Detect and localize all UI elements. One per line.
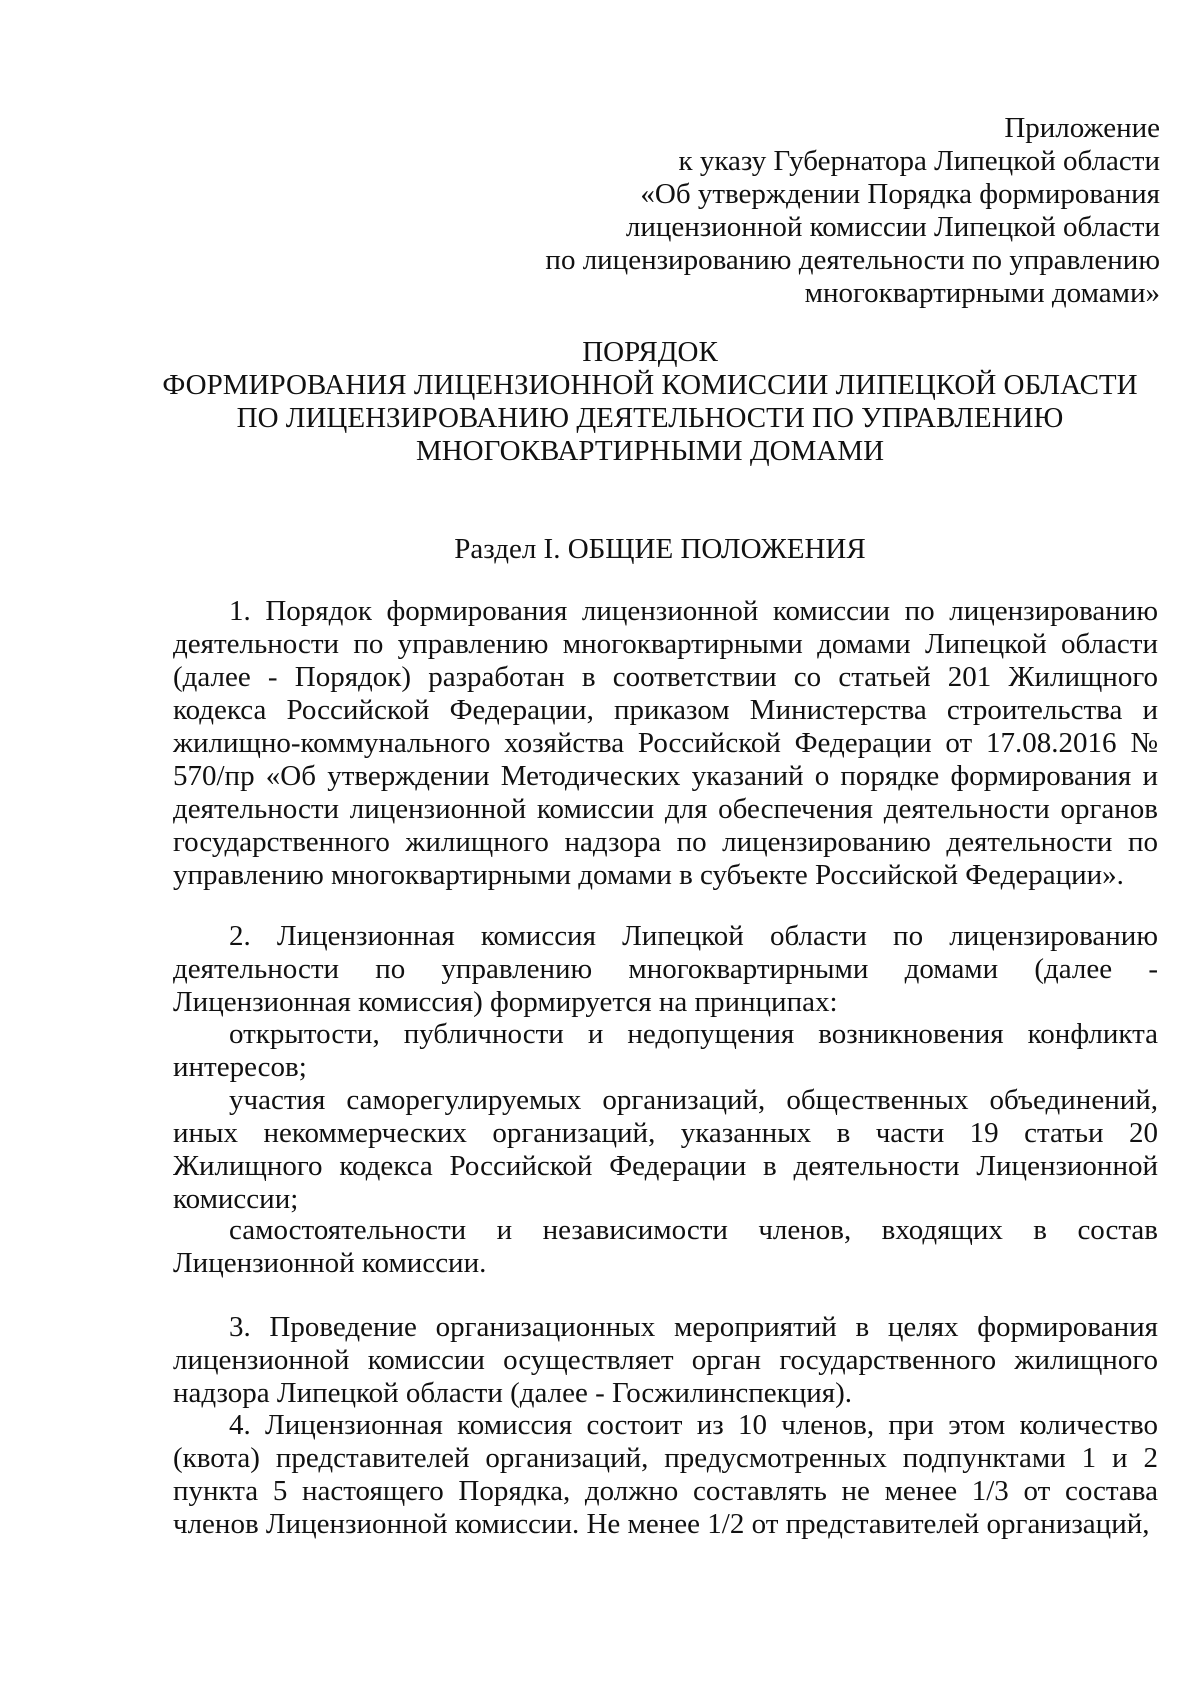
appendix-header [400,112,1160,310]
appendix-line: Приложение [1004,112,1160,144]
appendix-line: к указу Губернатора Липецкой области [678,145,1160,177]
title-line: ФОРМИРОВАНИЯ ЛИЦЕНЗИОННОЙ КОМИССИИ ЛИПЕЦКОЙ ОБЛАСТИ [162,369,1138,401]
appendix-line: по лицензированию деятельности по управлению [545,244,1160,276]
appendix-line: лицензионной комиссии Липецкой области [625,211,1160,243]
title-line: ПОРЯДОК [582,336,718,368]
title-line: МНОГОКВАРТИРНЫМИ ДОМАМИ [415,435,885,467]
principle-independence: самостоятельности и независимости членов, входящих в состав Лицензионной комиссии. [173,1214,1158,1279]
paragraph-2: 2. Лицензионная комиссия Липецкой области по лицензированию деятельности по управлению многоквартирными домами (далее - Лицензионная комиссия) формируется на принципах: [173,920,1158,1018]
paragraph-3: 3. Проведение организационных мероприятий в целях формирования лицензионной комиссии осуществляет орган государственного жилищного надзора Липецкой области (далее - Госжилинспекция). [173,1311,1158,1409]
principle-openness: открытости, публичности и недопущения возникновения конфликта интересов; [173,1018,1158,1083]
title-line: ПО ЛИЦЕНЗИРОВАНИЮ ДЕЯТЕЛЬНОСТИ ПО УПРАВЛЕНИЮ [236,402,1064,434]
paragraph-4: 4. Лицензионная комиссия состоит из 10 членов, при этом количество (квота) представителей организаций, предусмотренных подпунктами 1 и 2 пункта 5 настоящего Порядка, должно составлять не менее 1/3 от состава членов Лицензионной комиссии. Не менее 1/2 от представителей организаций, [173,1409,1158,1540]
paragraph-1: 1. Порядок формирования лицензионной комиссии по лицензированию деятельности по управлению многоквартирными домами Липецкой области (далее - Порядок) разработан в соответствии со статьей 201 Жилищного кодекса Российской Федерации, приказом Министерства строительства и жилищно-коммунального хозяйства Российской Федерации от 17.08.2016 № 570/пр «Об утверждении Методических указаний о порядке формирования и деятельности лицензионной комиссии для обеспечения деятельности органов государственного жилищного надзора по лицензированию деятельности по управлению многоквартирными домами в субъекте Российской Федерации». [173,595,1158,891]
appendix-line: «Об утверждении Порядка формирования [640,178,1160,210]
appendix-line: многоквартирными домами» [804,277,1160,309]
document-title [100,336,1200,468]
section-heading: Раздел I. ОБЩИЕ ПОЛОЖЕНИЯ [454,533,866,565]
principle-participation: участия саморегулируемых организаций, общественных объединений, иных некоммерческих организаций, указанных в части 19 статьи 20 Жилищного кодекса Российской Федерации в деятельности Лицензионной комиссии; [173,1084,1158,1215]
